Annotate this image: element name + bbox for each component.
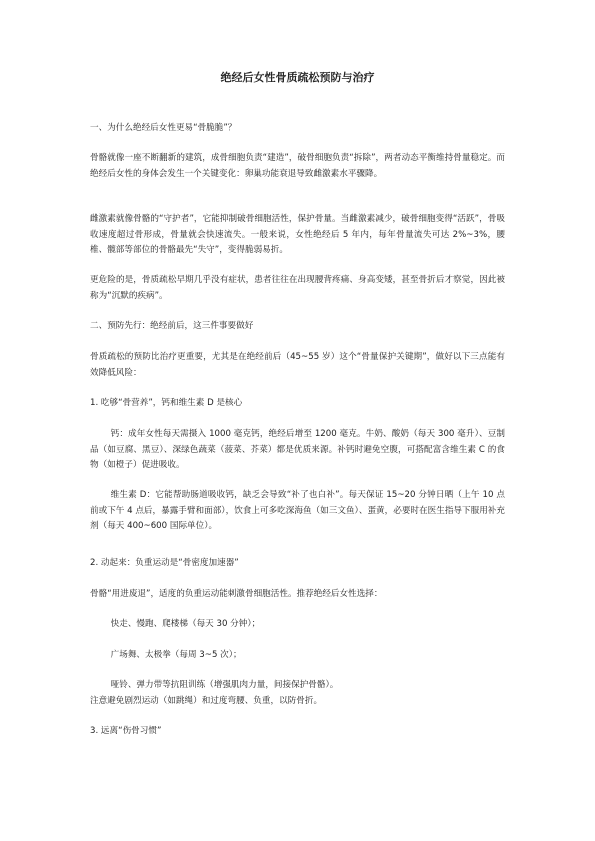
item-2-choice-1: 快走、慢跑、爬楼梯（每天 30 分钟）； [110,619,261,629]
section-2-heading: 二、预防先行：绝经前后，这三件事要做好 [90,321,254,331]
document-title: 绝经后女性骨质疏松预防与治疗 [220,71,375,84]
section-1-paragraph-1: 骨骼就像一座不断翻新的建筑，成骨细胞负责“建造”，破骨细胞负责“拆除”，两者动态平衡维持骨量稳定。而绝经后女性的身体会发生一个关键变化：卵巢功能衰退导致雌激素水平骤降。 [90,153,505,179]
item-2-choice-3: 哑铃、弹力带等抗阻训练（增强肌肉力量，间接保护骨骼）。 [110,680,339,690]
section-1-paragraph-2: 雌激素就像骨骼的“守护者”，它能抑制破骨细胞活性，保护骨量。当雌激素减少，破骨细胞变得“活跃”，骨吸收速度超过骨形成，骨量就会快速流失。一般来说，女性绝经后 5 年内，每年骨量流失可达 2%~3%，腰椎、髋部等部位的骨骼最先“失守”，变得脆弱易折。 [90,214,505,255]
section-1-heading: 一、为什么绝经后女性更易“骨脆脆”？ [90,123,237,133]
item-3-heading: 3. 远离“伤骨习惯” [90,726,162,736]
item-1-heading: 1. 吃够“骨营养”，钙和维生素 D 是核心 [90,398,243,408]
item-2-choice-2: 广场舞、太极拳（每周 3~5 次）； [110,650,242,660]
section-1-paragraph-3: 更危险的是，骨质疏松早期几乎没有症状，患者往往在出现腰背疼痛、身高变矮，甚至骨折后才察觉，因此被称为“沉默的疾病”。 [90,275,505,301]
item-1-calcium-paragraph: 钙：成年女性每天需摄入 1000 毫克钙，绝经后增至 1200 毫克。牛奶、酸奶（每天 300 毫升）、豆制品（如豆腐、黑豆）、深绿色蔬菜（菠菜、芥菜）都是优质来源。补钙时避免空腹，可搭配富含维生素 C 的食物（如橙子）促进吸收。 [90,429,505,470]
item-2-heading: 2. 动起来：负重运动是“骨密度加速器” [90,558,239,568]
item-2-intro: 骨骼“用进废退”，适度的负重运动能刺激骨细胞活性。推荐绝经后女性选择： [90,589,383,599]
section-2-intro: 骨质疏松的预防比治疗更重要，尤其是在绝经前后（45~55 岁）这个“骨量保护关键期”，做好以下三点能有效降低风险： [90,352,505,378]
item-1-vitamin-d-paragraph: 维生素 D：它能帮助肠道吸收钙，缺乏会导致“补了也白补”。每天保证 15~20 分钟日晒（上午 10 点前或下午 4 点后，暴露手臂和面部），饮食上可多吃深海鱼（如三文鱼）、蛋黄，必要时在医生指导下服用补充剂（每天 400~600 国际单位）。 [90,490,505,531]
item-2-note: 注意避免剧烈运动（如跳绳）和过度弯腰、负重，以防骨折。 [90,696,323,706]
